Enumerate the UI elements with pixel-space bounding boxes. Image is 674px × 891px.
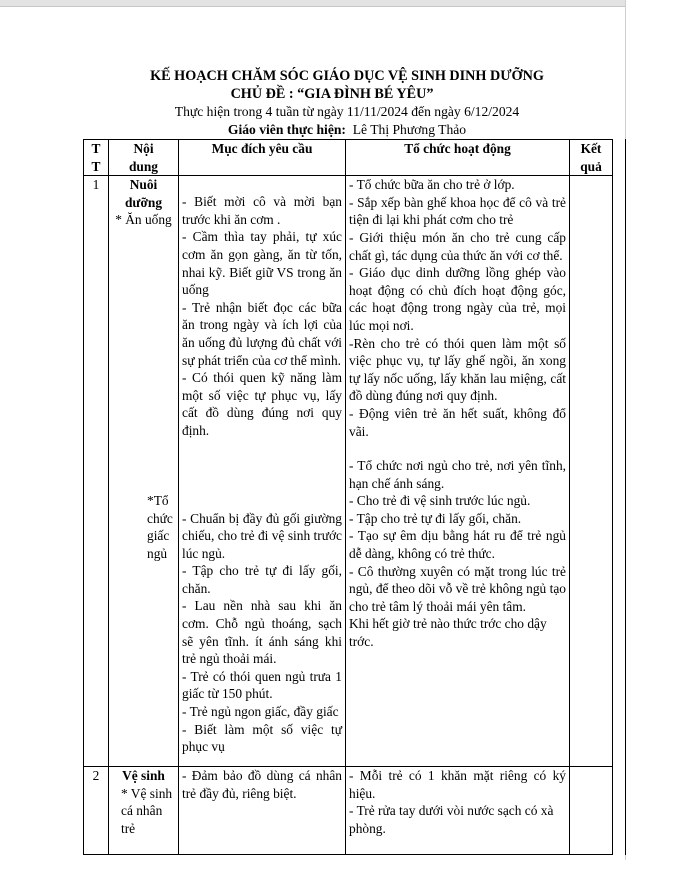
list-item: - Biết làm một số việc tự phục vụ xyxy=(182,721,342,755)
result-cell-hygiene xyxy=(570,767,613,855)
col-header-tt-line1: T xyxy=(91,141,101,156)
row-number: 2 xyxy=(84,767,109,855)
table-row-nutrition xyxy=(84,176,613,767)
list-item: - Chuẩn bị đầy đủ gối giường chiếu, cho trẻ đi vệ sinh trước lúc ngủ. xyxy=(182,510,342,561)
category-hygiene: Vệ sinh xyxy=(122,768,165,784)
list-item: - Trẻ rửa tay dưới vòi nước sạch có xà phòng. xyxy=(349,803,554,836)
list-item: - Tổ chức bữa ăn cho trẻ ở lớp. xyxy=(349,177,515,193)
purpose-cell-hygiene xyxy=(179,767,346,855)
list-item: - Cho trẻ đi vệ sinh trước lúc ngủ. xyxy=(349,493,531,509)
content-cell-nutrition xyxy=(109,176,179,767)
col-header-result xyxy=(570,140,613,176)
activities-cell-nutrition xyxy=(346,176,570,767)
col-header-content xyxy=(109,140,179,176)
document-teacher xyxy=(10,121,674,139)
col-header-content-line2: dung xyxy=(128,158,159,174)
table-header-row xyxy=(84,140,613,176)
teacher-label: Giáo viên thực hiện: xyxy=(227,122,346,137)
col-header-tt xyxy=(84,140,109,176)
purpose-cell-nutrition xyxy=(179,176,346,767)
list-item: - Tập cho trẻ tự đi lấy gối, chăn. xyxy=(349,510,522,526)
col-header-result-line2: quả xyxy=(580,158,602,174)
col-header-activities: Tổ chức hoạt động xyxy=(346,140,570,176)
list-item: - Trẻ có thói quen ngủ trưa 1 giấc từ 150 phút. xyxy=(182,668,342,702)
care-plan-table xyxy=(83,139,613,855)
col-header-tt-line2: T xyxy=(91,158,101,174)
top-bar-divider xyxy=(0,6,625,7)
list-item: - Cầm thìa tay phải, tự xúc cơm ăn gọn gàng, ăn từ tốn, nhai kỹ. Biết giữ VS trong ăn uống xyxy=(182,229,342,298)
row-number: 1 xyxy=(84,176,109,767)
document-period: Thực hiện trong 4 tuần từ ngày 11/11/2024 đến ngày 6/12/2024 xyxy=(174,104,520,119)
list-item: - Giáo dục dinh dưỡng lồng ghép vào hoạt động có chủ đích hoạt động góc, các hoạt động trong ngày của trẻ, mọi lúc mọi nơi. xyxy=(349,265,566,333)
list-item: - Lau nền nhà sau khi ăn cơm. Chỗ ngủ thoáng, sạch sẽ yên tĩnh. ít ánh sáng khi trẻ ngủ thoải mái. xyxy=(182,598,342,667)
teacher-name: Lê Thị Phương Thảo xyxy=(352,122,467,137)
result-cell-nutrition xyxy=(570,176,613,767)
col-header-content-line1: Nội xyxy=(133,141,154,156)
list-item: - Giới thiệu món ăn cho trẻ cung cấp chất gì, tác dụng của thức ăn với cơ thể. xyxy=(349,229,566,263)
list-item: - Sắp xếp bàn ghế khoa học để cô và trẻ tiện đi lại khi phát cơm cho trẻ xyxy=(349,194,566,228)
list-item: - Đảm bảo đồ dùng cá nhân trẻ đầy đủ, riêng biệt. xyxy=(182,768,342,801)
list-item: - Biết mời cô và mời bạn trước khi ăn cơm . xyxy=(182,194,342,227)
list-item: - Mỗi trẻ có 1 khăn mặt riêng có ký hiệu. xyxy=(349,768,566,801)
list-item: -Rèn cho trẻ có thói quen làm một số việc phục vụ, tự lấy ghế ngồi, ăn xong tự lấy nốc uống, lấy khăn lau miệng, cất đồ dùng đúng nơi quy định. xyxy=(349,335,566,404)
list-item: - Trẻ nhận biết đọc các bữa ăn trong ngày và ích lợi của ăn uống đủ lượng đủ chất với sự phát triển của cơ thể mình. xyxy=(182,299,342,368)
col-header-result-line1: Kết xyxy=(580,141,602,156)
table-extra-border xyxy=(625,139,626,855)
activities-cell-hygiene xyxy=(346,767,570,855)
list-item: - Cô thường xuyên có mặt trong lúc trẻ ngủ, để theo dõi vỗ về trẻ không ngủ tạo cho trẻ tâm lý thoải mái yên tâm. xyxy=(349,563,566,614)
col-header-purpose: Mục đích yêu cầu xyxy=(179,140,346,176)
list-item: - Tạo sự êm dịu bằng hát ru để trẻ ngủ dễ dàng, không có trẻ thức. xyxy=(349,528,566,562)
list-item: - Động viên trẻ ăn hết suất, không đổ vãi. xyxy=(349,405,566,439)
subcategory-eating: * Ăn uống xyxy=(115,212,172,228)
category-nutrition: Nuôi dưỡng xyxy=(124,177,163,210)
list-item: Khi hết giờ trẻ nào thức trớc cho dậy trớc. xyxy=(349,616,547,650)
table-row-hygiene xyxy=(84,767,613,855)
document-theme: CHỦ ĐỀ : “GIA ĐÌNH BÉ YÊU” xyxy=(230,86,434,102)
content-cell-hygiene xyxy=(109,767,179,855)
subcategory-personal-hygiene: * Vệ sinh cá nhân trẻ xyxy=(121,785,173,836)
list-item: - Tổ chức nơi ngủ cho trẻ, nơi yên tĩnh, hạn chế ánh sáng. xyxy=(349,458,566,491)
subcategory-sleep: *Tổ chức giấc ngủ xyxy=(147,492,173,561)
list-item: - Tập cho trẻ tự đi lấy gối, chăn. xyxy=(182,563,342,596)
list-item: - Trẻ ngủ ngon giấc, đầy giấc xyxy=(182,704,339,720)
document-title: KẾ HOẠCH CHĂM SÓC GIÁO DỤC VỆ SINH DINH DƯỠNG xyxy=(150,68,544,84)
list-item: - Có thói quen kỹ năng làm một số việc tự phục vụ, lấy cất đồ dùng đúng nơi quy định. xyxy=(182,370,342,438)
